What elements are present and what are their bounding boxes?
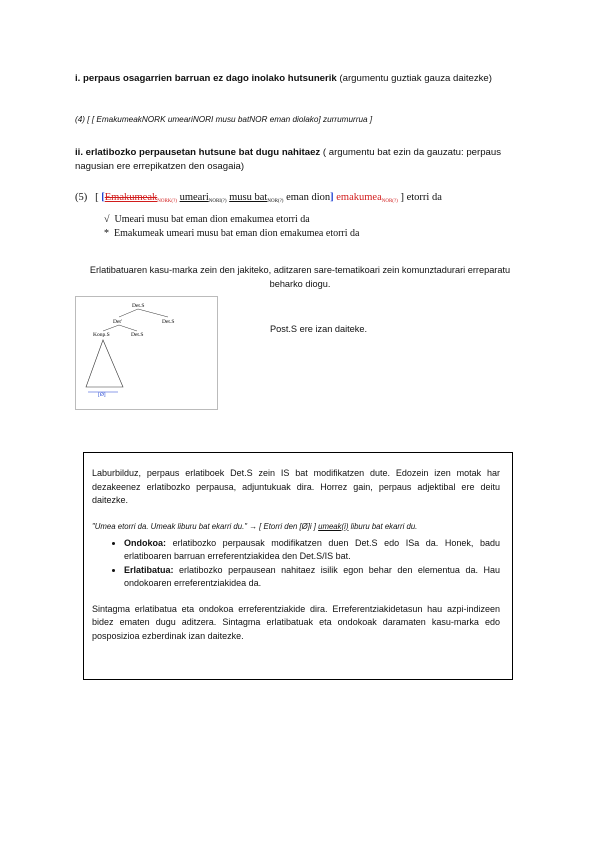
word-musu-bat: musu bat [229, 192, 268, 203]
summary-example-u: umeak(i) [318, 521, 349, 531]
summary-example [92, 522, 500, 531]
summary-para-2: Sintagma erlatibatua eta ondokoa erreferentziakide dira. Erreferentziakidetasun hau azpi-indizeen bidez ematen dugu aditzera. Sintagma erlatibatuak eta ondokoak daramaten kasu-marka edo posposizioa ezberdinak izan daitezke. [92, 603, 500, 641]
sub-nor-2: NOR(?) [381, 199, 398, 204]
tree-konp-label: Konp.S [93, 332, 110, 338]
section-i-heading-bold: i. perpaus osagarrien barruan ez dago inolako hutsunerik [75, 73, 337, 84]
tree-edge [119, 325, 137, 331]
good-sentence: Umeari musu bat eman dion emakumea etorri da [114, 214, 310, 225]
intro-paragraph: Erlatibatuaren kasu-marka zein den jakiteko, aditzaren sare-tematikoari zein komunztadurari erreparatu beharko diogu. [89, 265, 511, 289]
bullet-text: erlatibozko perpausak modifikatzen duen Det.S edo ISa da. Honek, badu erlatiboaren barruan erreferentziakidea den Det.S/IS bat. [124, 537, 500, 561]
tree-edge [138, 309, 168, 317]
bad-sentence-line [104, 228, 359, 239]
sub-nori: NORI(?) [208, 199, 227, 204]
bullet-term: Ondokoa: [124, 537, 166, 548]
summary-box [83, 452, 513, 680]
tree-edge [103, 325, 119, 331]
sub-nor: NOR(?) [267, 199, 284, 204]
word-emakumeak: Emakumeak [104, 192, 158, 203]
tree-mid-label: Det.S [131, 332, 144, 338]
word-etorri-da: etorri da [406, 192, 442, 203]
tree-svg [76, 297, 219, 411]
summary-example-a: "Umea etorri da. Umeak liburu bat ekarri du." → [ Etorri den [Ø]i ] [92, 521, 319, 531]
bracket-inner-close: ] [330, 192, 334, 203]
summary-bullets [92, 537, 500, 591]
tree-gap-label: [Ø] [98, 392, 106, 398]
sub-nork: NORK(?) [157, 199, 177, 204]
tree-diagram [75, 296, 218, 410]
summary-para-1: Laburbilduz, perpaus erlatiboek Det.S zein IS bat modifikatzen dute. Edozein izen motak har dezakeenez erlatibozko perpausa, adjuntukuak dira. Horrez gain, perpaus adjektibal ere deitu daitezke. [92, 468, 500, 505]
tree-right-label: Det.S [162, 319, 175, 325]
word-umeari: umeari [179, 192, 209, 203]
section-ii-heading [75, 146, 535, 174]
word-emakumea: emakumea [336, 192, 382, 203]
bracket-open: [ [95, 192, 99, 203]
check-mark: √ [104, 214, 110, 225]
bullet-term: Erlatibatua: [124, 564, 174, 575]
bad-sentence: Emakumeak umeari musu bat eman dion emakumea etorri da [114, 228, 360, 239]
tree-edge [119, 309, 138, 317]
asterisk-mark: * [104, 228, 109, 239]
tree-left-label: Det' [113, 319, 122, 325]
bullet-erlatibatua [124, 564, 500, 591]
bracket-close: ] [400, 192, 404, 203]
tree-root-label: Det.S [132, 303, 145, 309]
example-5 [75, 192, 545, 204]
bullet-ondokoa [124, 537, 500, 564]
section-ii-heading-bold: ii. erlatibozko perpausetan hutsune bat dugu nahitaez [75, 147, 321, 158]
section-i-heading-rest: (argumentu guztiak gauza daitezke) [336, 73, 492, 84]
example-4: (4) [ [ EmakumeakNORK umeariNORI musu batNOR eman diolako] zurrumurrua ] [75, 115, 373, 124]
section-ii-heading-rest: ( argumentu bat ezin da gauzatu: perpaus nagusian ere errepikatzen den osagaia) [75, 147, 502, 172]
bracket-inner-open: [ [101, 192, 105, 203]
tree-triangle [86, 340, 123, 387]
section-i-heading [75, 72, 525, 86]
example-5-number: (5) [75, 192, 88, 203]
summary-example-b: liburu bat ekarri du. [348, 521, 418, 531]
word-eman-dion: eman dion [286, 192, 331, 203]
bullet-text: erlatibozko perpausean nahitaez isilik egon behar den elementua da. Hau ondokoaren erreferentziakidea da. [124, 564, 500, 588]
good-sentence-line [104, 214, 310, 225]
post-note: Post.S ere izan daiteke. [270, 324, 368, 334]
